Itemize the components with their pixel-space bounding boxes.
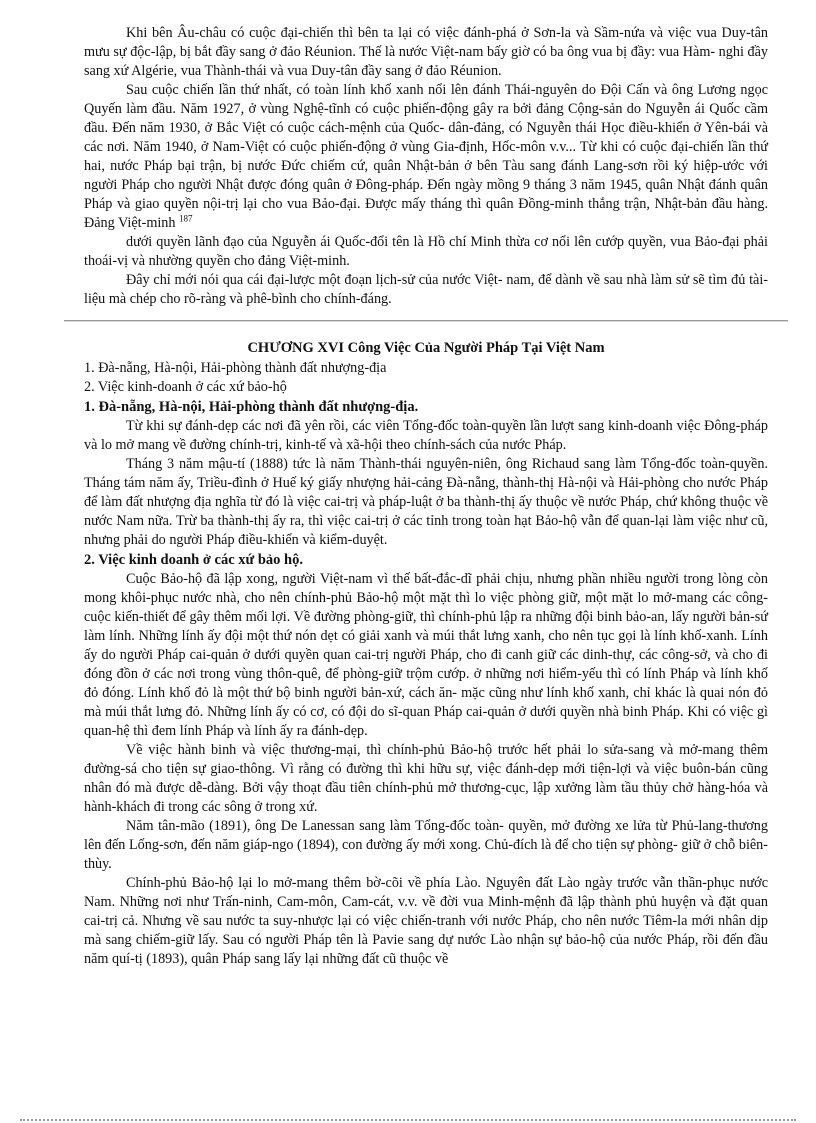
paragraph: Chính-phủ Bảo-hộ lại lo mở-mang thêm bờ-cõi về phía Lào. Nguyên đất Lào ngày trước vẫn thần-phục nước Nam. Những nơi như Trấn-ninh, Cam-môn, Cam-cát, v.v. về đời vua Minh-mệnh đã lập thành phủ huyện và đặt quan cai-trị cả. Nhưng về sau nước ta suy-nhược lại có việc chiến-tranh với nước Pháp, cho nên nước Tiêm-la mới nhân dịp mà sang chiếm-giữ lấy. Sau có người Pháp tên là Pavie sang dự nước Lào nhận sự bảo-hộ của nước Pháp, rồi đến đầu năm quí-tị (1893), quân Pháp sang lấy lại những đất cũ thuộc về <box>84 875 768 967</box>
document-page <box>84 24 768 969</box>
paragraph: dưới quyền lãnh đạo của Nguyễn ái Quốc-đổi tên là Hồ chí Minh thừa cơ nổi lên cướp quyền, vua Bảo-đại phải thoái-vị và nhường quyền cho đảng Việt-minh. <box>84 234 768 269</box>
paragraph: Năm tân-mão (1891), ông De Lanessan sang làm Tổng-đốc toàn- quyền, mở đường xe lửa từ Phủ-lang-thương lên đến Lống-sơn, đến năm giáp-ngo (1894), con đường ấy mới xong. Chủ-đích là để cho tiện sự phòng- giữ ở chỗ biên-thùy. <box>84 818 768 872</box>
toc-item-1[interactable]: 1. Đà-nẵng, Hà-nội, Hải-phòng thành đất nhượng-địa <box>84 360 387 376</box>
paragraph: Từ khi sự đánh-dẹp các nơi đã yên rồi, các viên Tổng-đốc toàn-quyền lần lượt sang kinh-doanh việc Đông-pháp và lo mở mang về đường chính-trị, kinh-tế và xã-hội theo chính-sách của nước Pháp. <box>84 418 768 453</box>
chapter-toc <box>84 359 768 397</box>
section-heading-2: 2. Việc kinh doanh ở các xứ bảo hộ. <box>84 552 303 568</box>
section-separator-wrap <box>84 309 768 337</box>
paragraph: Cuộc Bảo-hộ đã lập xong, người Việt-nam vì thế bất-đắc-dĩ phải chịu, nhưng phần nhiều người trong lòng còn mong khôi-phục nước nhà, cho nên chính-phủ Bảo-hộ một mặt thì lo việc phòng giữ, một mặt lo mở-mang các công-cuộc kiến-thiết để gây thêm mối lợi. Về đường phòng-giữ, thì chính-phủ lập ra những đội binh bảo-an, lấy người bản-sứ làm lính. Những lính ấy đội một thứ nón dẹt có giải xanh và múi thắt lưng xanh, cho nên tục gọi là lính khố-xanh. Lính ấy do người Pháp cai-quản ở dưới quyền quan cai-trị người Pháp, cho đi canh giữ các dinh-thự, các công-sở, và cho đi đóng đồn ở các nơi trong vùng thôn-quê, để phòng-giữ trộm cướp. ở những nơi hiểm-yếu thì có lính Pháp và lính khố đỏ đóng. Lính khố đỏ là một thứ bộ binh người bản-xứ, cách ăn- mặc cũng như lính khố xanh, chỉ khác là quai nón đỏ mà múi thắt lưng đỏ. Những lính ấy có cơ, có đội do sĩ-quan Pháp cai-quản ở dưới quyền nhà binh Pháp. Khi có việc gì quan-hệ thì đem lính Pháp và lính ấy ra đánh-dẹp. <box>84 571 768 739</box>
paragraph: Đây chỉ mới nói qua cái đại-lược một đoạn lịch-sử của nước Việt- nam, để dành về sau nhà làm sử sẽ tìm đủ tài-liệu mà chép cho rõ-ràng và phê-bình cho chính-đáng. <box>84 272 768 307</box>
page-bottom-border <box>20 1115 796 1121</box>
section-heading-1: 1. Đà-nẵng, Hà-nội, Hải-phòng thành đất nhượng-địa. <box>84 399 419 415</box>
paragraph-text: Sau cuộc chiến lần thứ nhất, có toàn lính khố xanh nổi lên đánh Thái-nguyên do Đội Cấn và ông Lương ngọc Quyến làm đầu. Năm 1927, ở vùng Nghệ-tĩnh có cuộc phiến-động gây ra bởi đảng Cộng-sản do Nguyễn ái Quốc cầm đầu. Đến năm 1930, ở Bắc Việt có cuộc cách-mệnh của Quốc- dân-đảng, có Nguyễn thái Học điều-khiển ở Yên-bái và các nơi. Năm 1940, ở Nam-Việt có cuộc phiến-động ở vùng Gia-định, Hốc-môn v.v... Từ khi có cuộc đại-chiến lần thứ hai, nước Pháp bại trận, bị nước Đức chiếm cứ, quân Nhật-bản ở bên Tàu sang đánh Lang-sơn rồi ký hiệp-ước với người Pháp cho người Nhật được đóng quân ở Đông-pháp. Đến ngày mồng 9 tháng 3 năm 1945, quân Nhật đánh quân Pháp và giao quyền nội-trị lại cho vua Bảo-đại. Được mấy tháng thì quân Đồng-minh thắng trận, Nhật-bản đầu hàng. Đảng Việt-minh <box>84 82 768 231</box>
paragraph: Tháng 3 năm mậu-tí (1888) tức là năm Thành-thái nguyên-niên, ông Richaud sang làm Tổng-đốc toàn-quyền. Tháng tám năm ấy, Triều-đình ở Huế ký giấy nhượng hải-cảng Đà-nẵng, thành-thị Hà-nội và Hải-phòng cho nước Pháp để làm đất nhượng địa nghĩa từ đó là việc cai-trị và pháp-luật ở ba thành-thị ấy thuộc về nước Pháp, chứ không thuộc về nước Nam nữa. Trừ ba thành-thị ấy ra, thì việc cai-trị ở các tỉnh trong toàn hạt Bảo-hộ vẫn để quan-lại làm việc như cũ, nhưng phải do người Pháp điều-khiển và kiểm-duyệt. <box>84 456 768 548</box>
paragraph: Khi bên Âu-châu có cuộc đại-chiến thì bên ta lại có việc đánh-phá ở Sơn-la và Sầm-nứa và việc vua Duy-tân mưu sự độc-lập, bị bắt đầy sang ở đảo Réunion. Thế là nước Việt-nam bấy giờ có ba ông vua bị đầy: vua Hàm- nghi đầy sang xứ Algérie, vua Thành-thái và vua Duy-tân đầy sang ở đảo Réunion. <box>84 25 768 79</box>
footnote-ref[interactable]: 187 <box>179 213 193 224</box>
paragraph <box>84 81 768 233</box>
chapter-title: CHƯƠNG XVI Công Việc Của Người Pháp Tại Việt Nam <box>247 340 605 356</box>
horizontal-rule <box>64 320 788 322</box>
toc-item-2[interactable]: 2. Việc kinh-doanh ở các xứ bảo-hộ <box>84 379 287 395</box>
paragraph: Về việc hành binh và việc thương-mại, thì chính-phủ Bảo-hộ trước hết phải lo sửa-sang và mở-mang thêm đường-sá cho tiện sự giao-thông. Vì rằng có đường thì khi hữu sự, việc đánh-dẹp mới tiện-lợi và việc buôn-bán cũng nhân đó mà được dễ-dàng. Bởi vậy thoạt đầu tiên chính-phủ mở thương-cục, lập xưởng làm tầu thủy chở hàng-hóa và hành-khách đi trong các sông ở trong xứ. <box>84 742 768 815</box>
